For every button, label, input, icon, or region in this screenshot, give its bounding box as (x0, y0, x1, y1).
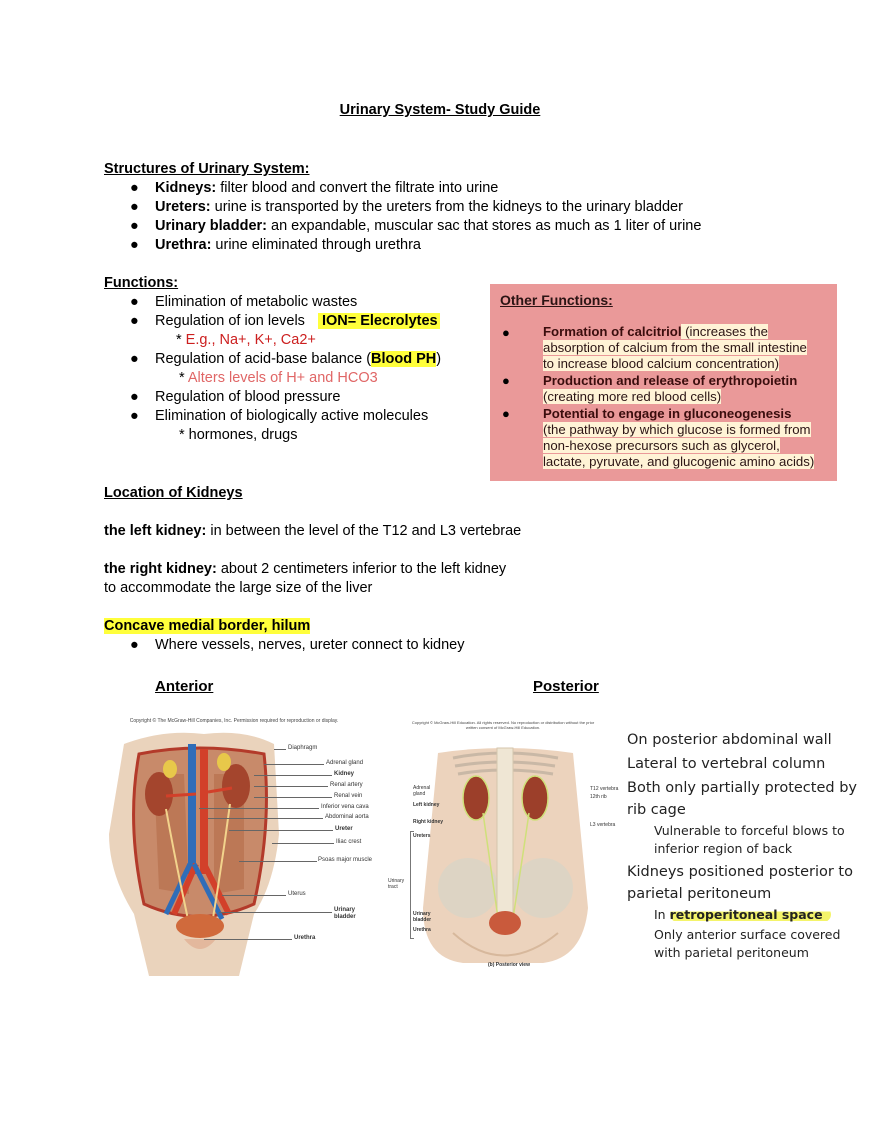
anterior-label-item: Adrenal gland (326, 760, 364, 766)
ion-examples: E.g., Na+, K+, Ca2+ (185, 332, 316, 348)
other-function-desc: (creating more red blood cells) (543, 389, 722, 404)
note-subline (654, 907, 831, 923)
posterior-label-right: L3 vertebra (590, 822, 616, 828)
bullet-icon: ● (130, 313, 139, 329)
note-subline: with parietal peritoneum (654, 945, 809, 960)
bullet-icon: ● (130, 389, 139, 405)
function-text: Elimination of biologically active molecules (155, 408, 429, 424)
structure-desc: urine is transported by the ureters from the kidneys to the urinary bladder (210, 199, 683, 215)
anterior-label-item: Uterus (288, 891, 306, 897)
function-text-end: ) (436, 351, 442, 367)
anterior-anatomy-illustration (104, 714, 379, 976)
other-function-title: Production and release of erythropoietin (543, 373, 798, 388)
bullet-icon: ● (130, 199, 139, 215)
hilum-highlight: Concave medial border, hilum (104, 618, 311, 634)
right-kidney-line (104, 560, 506, 579)
right-kidney-term: the right kidney: (104, 561, 217, 577)
structure-desc: an expandable, muscular sac that stores as much as 1 liter of urine (267, 218, 702, 234)
bullet-icon: ● (502, 373, 510, 388)
other-functions-heading: Other Functions: (500, 292, 613, 308)
anterior-label-item: Renal artery (330, 782, 363, 788)
function-note (179, 369, 378, 388)
posterior-label-left: Right kidney (413, 819, 444, 825)
ion-highlight: ION= Elecrolytes (318, 313, 440, 329)
anterior-label-item: Abdominal aorta (325, 814, 369, 820)
bullet-icon: ● (502, 325, 510, 340)
function-text: Regulation of acid-base balance ( (155, 351, 372, 367)
structure-term: Kidneys: (155, 180, 217, 196)
hilum-heading (104, 617, 310, 636)
structures-heading: Structures of Urinary System: (104, 161, 310, 177)
note-subline: inferior region of back (654, 841, 793, 856)
other-function-desc: (the pathway by which glucose is formed from (543, 422, 811, 437)
note-line: rib cage (627, 802, 686, 818)
bullet-icon: ● (502, 406, 510, 421)
other-function-calcitriol (543, 324, 833, 372)
left-kidney-line (104, 522, 521, 541)
anterior-label: Anterior (155, 678, 214, 695)
anterior-label-item: Urinary bladder (334, 907, 356, 920)
posterior-label-left: Left kidney (413, 802, 440, 808)
note-line: parietal peritoneum (627, 886, 772, 902)
right-kidney-desc: about 2 centimeters inferior to the left kidney (216, 561, 507, 577)
other-function-title: Formation of calcitriol (543, 324, 682, 339)
posterior-label-left: Urinary tract (388, 878, 405, 890)
note-prefix: In (654, 907, 670, 922)
anterior-label-item: Inferior vena cava (321, 804, 369, 810)
anterior-figure (104, 714, 379, 976)
other-function-desc: absorption of calcium from the small intestine (543, 340, 807, 355)
blood-ph-highlight: Blood PH (371, 351, 437, 367)
other-function-erythropoietin (543, 373, 833, 405)
posterior-anatomy-illustration (383, 718, 623, 976)
function-note: * hormones, drugs (179, 427, 298, 443)
other-function-desc: to increase blood calcium concentration) (543, 356, 780, 371)
anterior-copyright: Copyright © The McGraw-Hill Companies, Inc. Permission required for reproduction or display. (129, 718, 339, 724)
note-subline: Vulnerable to forceful blows to (654, 823, 845, 838)
document-title: Urinary System- Study Guide (339, 102, 541, 118)
left-kidney-term: the left kidney: (104, 523, 207, 539)
posterior-label-left: Urethra (413, 927, 431, 933)
structure-term: Urethra: (155, 237, 212, 253)
function-text: Elimination of metabolic wastes (155, 294, 358, 310)
function-text: Regulation of ion levels (155, 313, 305, 329)
posterior-label-right: 12th rib (590, 794, 607, 800)
retroperitoneal-highlight: retroperitoneal space (670, 907, 831, 922)
bullet-icon: ● (130, 180, 139, 196)
note-subline: Only anterior surface covered (654, 927, 841, 942)
function-note (176, 331, 316, 350)
anterior-label-item: Iliac crest (336, 839, 362, 845)
posterior-label-left: Ureters (413, 833, 431, 839)
right-kidney-line2: to accommodate the large size of the liver (104, 580, 373, 596)
bullet-icon: ● (130, 637, 139, 653)
functions-heading: Functions: (104, 275, 179, 291)
note-asterisk: * (179, 370, 188, 386)
structure-desc: filter blood and convert the filtrate into urine (216, 180, 499, 196)
other-function-desc: lactate, pyruvate, and glucogenic amino acids) (543, 454, 815, 469)
anterior-label-item: Diaphragm (288, 745, 318, 751)
location-heading: Location of Kidneys (104, 485, 243, 501)
posterior-label-right: T12 vertebra (590, 786, 619, 792)
structure-desc: urine eliminated through urethra (211, 237, 421, 253)
bullet-icon: ● (130, 218, 139, 234)
posterior-label: Posterior (533, 678, 599, 695)
anterior-label-item: Kidney (334, 771, 355, 777)
other-function-title: Potential to engage in gluconeogenesis (543, 406, 792, 421)
note-asterisk: * (176, 332, 186, 348)
posterior-figure (383, 718, 623, 976)
other-function-desc: (increases the (681, 324, 768, 339)
anterior-label-item: Urethra (294, 935, 316, 941)
posterior-label-left: Urinary bladder (413, 911, 432, 923)
other-functions-box (490, 284, 837, 481)
bullet-icon: ● (130, 408, 139, 424)
note-line: Kidneys positioned posterior to (627, 864, 853, 880)
other-function-desc: non-hexose precursors such as glycerol, (543, 438, 780, 453)
anterior-label-item: Ureter (335, 826, 353, 832)
left-kidney-desc: in between the level of the T12 and L3 vertebrae (206, 523, 522, 539)
anterior-label-item: Renal vein (334, 793, 363, 799)
bullet-icon: ● (130, 294, 139, 310)
function-text: Regulation of blood pressure (155, 389, 341, 405)
note-line: On posterior abdominal wall (627, 732, 832, 748)
posterior-copyright: Copyright © McGraw-Hill Education. All rights reserved. No reproduction or distribution without the prior written consent of McGraw-Hill Education. (411, 720, 595, 730)
anterior-label-item: Psoas major muscle (318, 857, 373, 863)
acid-base-note: Alters levels of H+ and HCO3 (187, 370, 378, 386)
other-function-gluconeogenesis (543, 406, 833, 470)
posterior-caption: (b) Posterior view (488, 962, 530, 968)
structure-term: Urinary bladder: (155, 218, 267, 234)
note-line: Lateral to vertebral column (627, 756, 826, 772)
structure-term: Ureters: (155, 199, 211, 215)
posterior-label-left: Adrenal gland (413, 785, 431, 797)
bullet-icon: ● (130, 237, 139, 253)
note-line: Both only partially protected by (627, 780, 857, 796)
bullet-icon: ● (130, 351, 139, 367)
hilum-text: Where vessels, nerves, ureter connect to kidney (155, 637, 465, 653)
